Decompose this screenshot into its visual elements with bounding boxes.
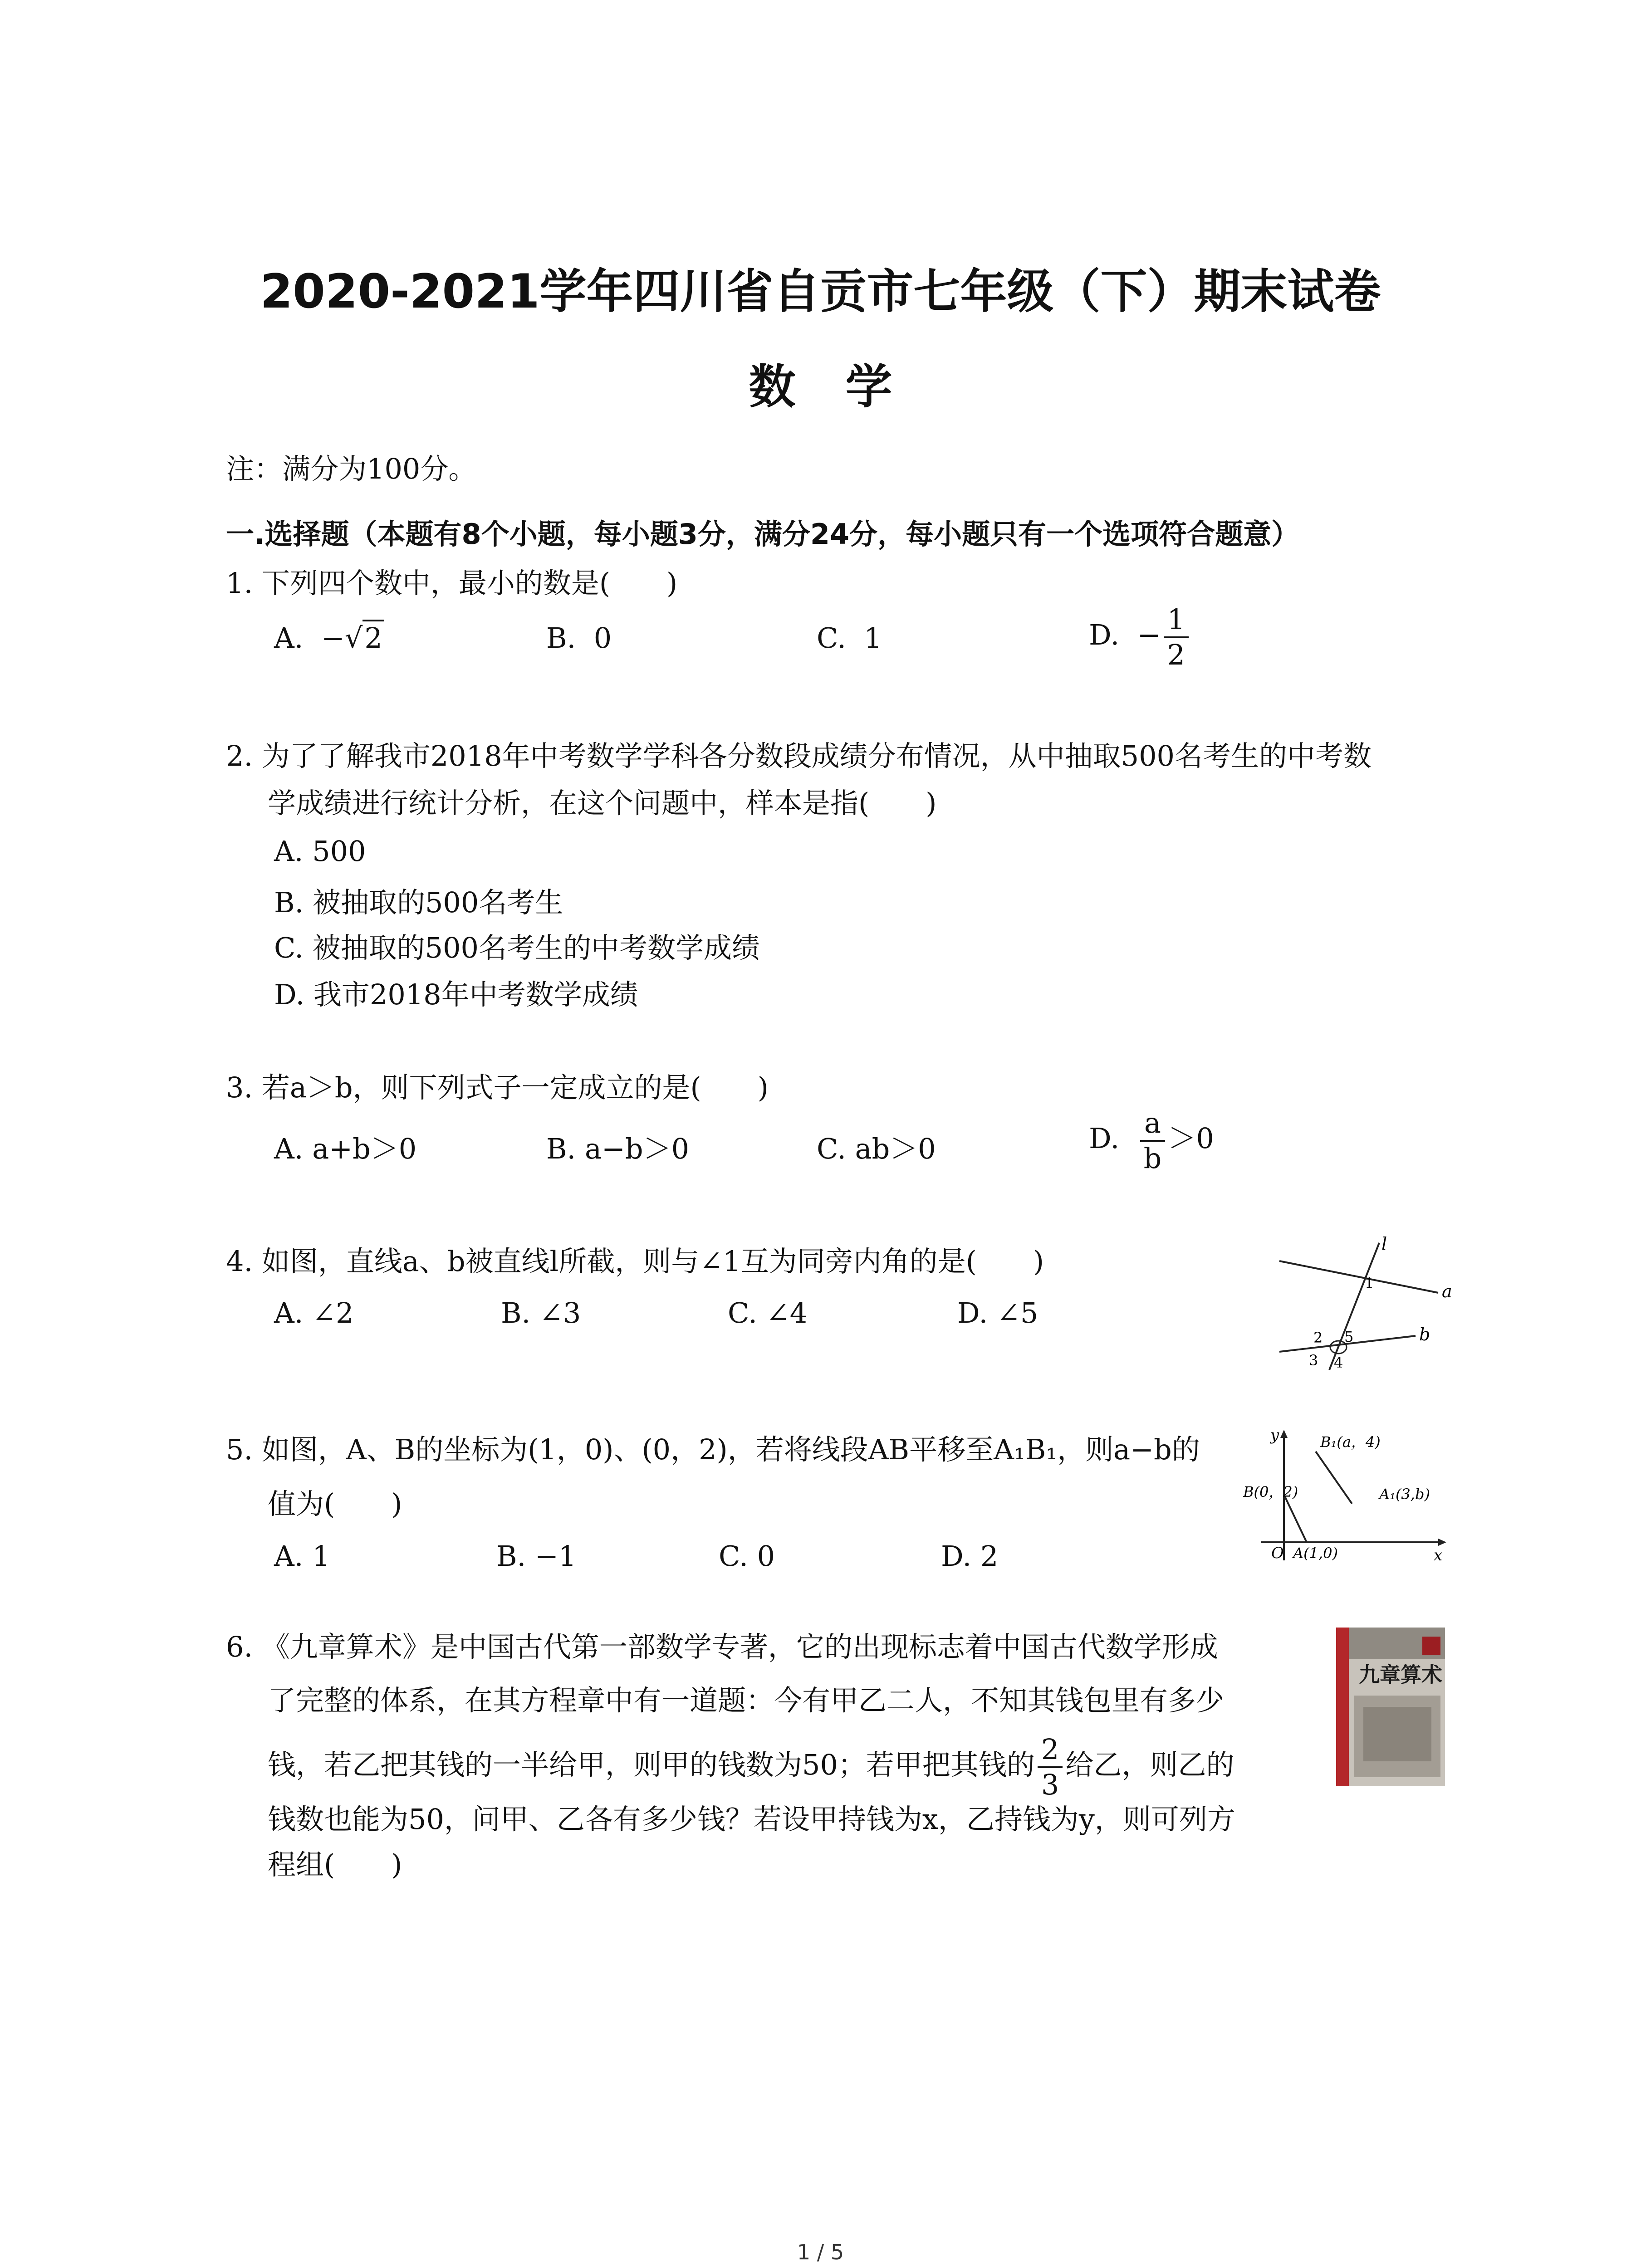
q1-option-a-label: A.: [274, 621, 304, 655]
q4-option-d[interactable]: D. ∠5: [957, 1296, 1038, 1330]
page-number: 1 / 5: [797, 2240, 844, 2264]
q3-option-d-label: D.: [1089, 1122, 1120, 1155]
label-a: a: [1442, 1281, 1452, 1301]
fraction-denominator: b: [1143, 1142, 1162, 1175]
q5-stem-line2: 值为( ): [268, 1487, 402, 1520]
coordinate-figure: [1243, 1420, 1461, 1569]
section-heading: 一.选择题（本题有8个小题，每小题3分，满分24分，每小题只有一个选项符合题意）: [226, 518, 1300, 551]
segment-a1b1: [1316, 1452, 1352, 1504]
q1-option-b[interactable]: [546, 621, 612, 655]
q1-option-b-label: B.: [546, 621, 576, 655]
q1-option-d-sign: −: [1137, 618, 1161, 652]
angle-1-label: 1: [1365, 1275, 1374, 1292]
q6-stem-line4: 钱数也能为50，问甲、乙各有多少钱？若设甲持钱为x，乙持钱为y，则可列方: [268, 1803, 1235, 1836]
book-spine: [1336, 1628, 1349, 1786]
parallel-lines-figure: [1270, 1234, 1461, 1379]
q1-option-b-value: 0: [593, 621, 612, 655]
q2-stem-line1: 2. 为了了解我市2018年中考数学学科各分数段成绩分布情况，从中抽取500名考生的中考数: [226, 739, 1372, 772]
q6-fraction: [1038, 1735, 1063, 1799]
y-axis-arrow: [1280, 1430, 1288, 1438]
exam-title: 2020-2021学年四川省自贡市七年级（下）期末试卷: [260, 264, 1381, 319]
q3-option-d[interactable]: [1089, 1106, 1214, 1175]
label-l: l: [1381, 1234, 1387, 1254]
q4-stem: 4. 如图，直线a、b被直线l所截，则与∠1互为同旁内角的是( ): [226, 1245, 1044, 1278]
q4-option-b[interactable]: B. ∠3: [501, 1296, 581, 1330]
q6-stem-line1: 6. 《九章算术》是中国古代第一部数学专著，它的出现标志着中国古代数学形成: [226, 1630, 1218, 1663]
sqrt-symbol: √: [344, 621, 363, 655]
q1-option-c-value: 1: [864, 621, 882, 655]
fraction-numerator: 1: [1164, 606, 1189, 638]
q3-option-d-fraction: [1140, 1106, 1166, 1175]
q5-option-a[interactable]: A. 1: [274, 1540, 330, 1573]
fraction-numerator: a: [1140, 1109, 1166, 1142]
point-a1-label: A₁(3,b): [1379, 1486, 1430, 1503]
angle-3-label: 3: [1309, 1352, 1318, 1369]
label-b: b: [1419, 1325, 1430, 1344]
q1-option-c[interactable]: [817, 621, 882, 655]
q1-option-d-fraction: [1164, 603, 1189, 671]
book-cover-image: [1336, 1628, 1445, 1786]
fraction-denominator: 3: [1041, 1768, 1059, 1801]
q3-option-d-rest: ＞0: [1168, 1122, 1214, 1155]
book-seal: [1422, 1637, 1440, 1655]
line-a: [1279, 1261, 1438, 1293]
q5-option-d[interactable]: D. 2: [941, 1540, 999, 1573]
q1-option-d-label: D.: [1089, 618, 1120, 652]
q1-option-c-label: C.: [817, 621, 846, 655]
q3-stem: 3. 若a＞b，则下列式子一定成立的是( ): [226, 1071, 769, 1104]
q6-line3-start: 钱，若乙把其钱的一半给甲，则甲的钱数为50；若甲把其钱的: [268, 1748, 1035, 1782]
fraction-denominator: 2: [1167, 638, 1185, 671]
y-axis-label: y: [1270, 1426, 1279, 1444]
transversal-line-l: [1329, 1243, 1379, 1370]
angle-5-label: 5: [1344, 1328, 1354, 1345]
q4-option-c[interactable]: C. ∠4: [728, 1296, 808, 1330]
angle-2-label: 2: [1313, 1329, 1323, 1346]
fraction-numerator: 2: [1038, 1735, 1063, 1768]
q6-stem-line3: [268, 1735, 1234, 1799]
q5-option-b[interactable]: B. −1: [496, 1540, 577, 1573]
q6-line3-end: 给乙，则乙的: [1065, 1748, 1234, 1782]
point-b1-label: B₁(a，4): [1320, 1433, 1381, 1451]
point-b-label: B(0，2): [1243, 1483, 1298, 1501]
q3-option-a[interactable]: A. a+b＞0: [274, 1132, 417, 1165]
q5-stem-line1: 5. 如图，A、B的坐标为(1，0)、(0，2)，若将线段AB平移至A₁B₁，则a−b的: [226, 1433, 1200, 1466]
q4-option-a[interactable]: A. ∠2: [274, 1296, 354, 1330]
book-title: 九章算术: [1359, 1662, 1442, 1687]
subject-title: 数学: [749, 360, 942, 414]
q1-option-a-radicand: 2: [362, 620, 384, 655]
q1-option-a[interactable]: [274, 621, 384, 655]
x-axis-label: x: [1434, 1546, 1443, 1564]
origin-label: O: [1271, 1544, 1284, 1562]
q2-stem-line2: 学成绩进行统计分析，在这个问题中，样本是指( ): [268, 787, 937, 820]
book-illustration-inner: [1363, 1707, 1431, 1761]
angle-4-label: 4: [1334, 1354, 1343, 1371]
q1-stem: 1. 下列四个数中，最小的数是( ): [226, 567, 678, 600]
q6-stem-line5: 程组( ): [268, 1848, 402, 1881]
q2-option-c[interactable]: C. 被抽取的500名考生的中考数学成绩: [274, 931, 760, 964]
score-note: 注：满分为100分。: [226, 452, 477, 485]
q1-option-d[interactable]: [1089, 603, 1191, 671]
q2-option-b[interactable]: B. 被抽取的500名考生: [274, 886, 563, 919]
point-a-label: A(1,0): [1293, 1545, 1338, 1562]
q5-option-c[interactable]: C. 0: [719, 1540, 775, 1573]
q3-option-c[interactable]: C. ab＞0: [817, 1132, 936, 1165]
x-axis-arrow: [1438, 1539, 1446, 1546]
q2-option-d[interactable]: D. 我市2018年中考数学成绩: [274, 978, 638, 1011]
q2-option-a[interactable]: A. 500: [274, 835, 366, 868]
q6-stem-line2: 了完整的体系，在其方程章中有一道题：今有甲乙二人，不知其钱包里有多少: [268, 1684, 1225, 1717]
q1-option-a-sign: −: [321, 621, 345, 655]
segment-ab: [1284, 1495, 1307, 1542]
q3-option-b[interactable]: B. a−b＞0: [546, 1132, 690, 1165]
